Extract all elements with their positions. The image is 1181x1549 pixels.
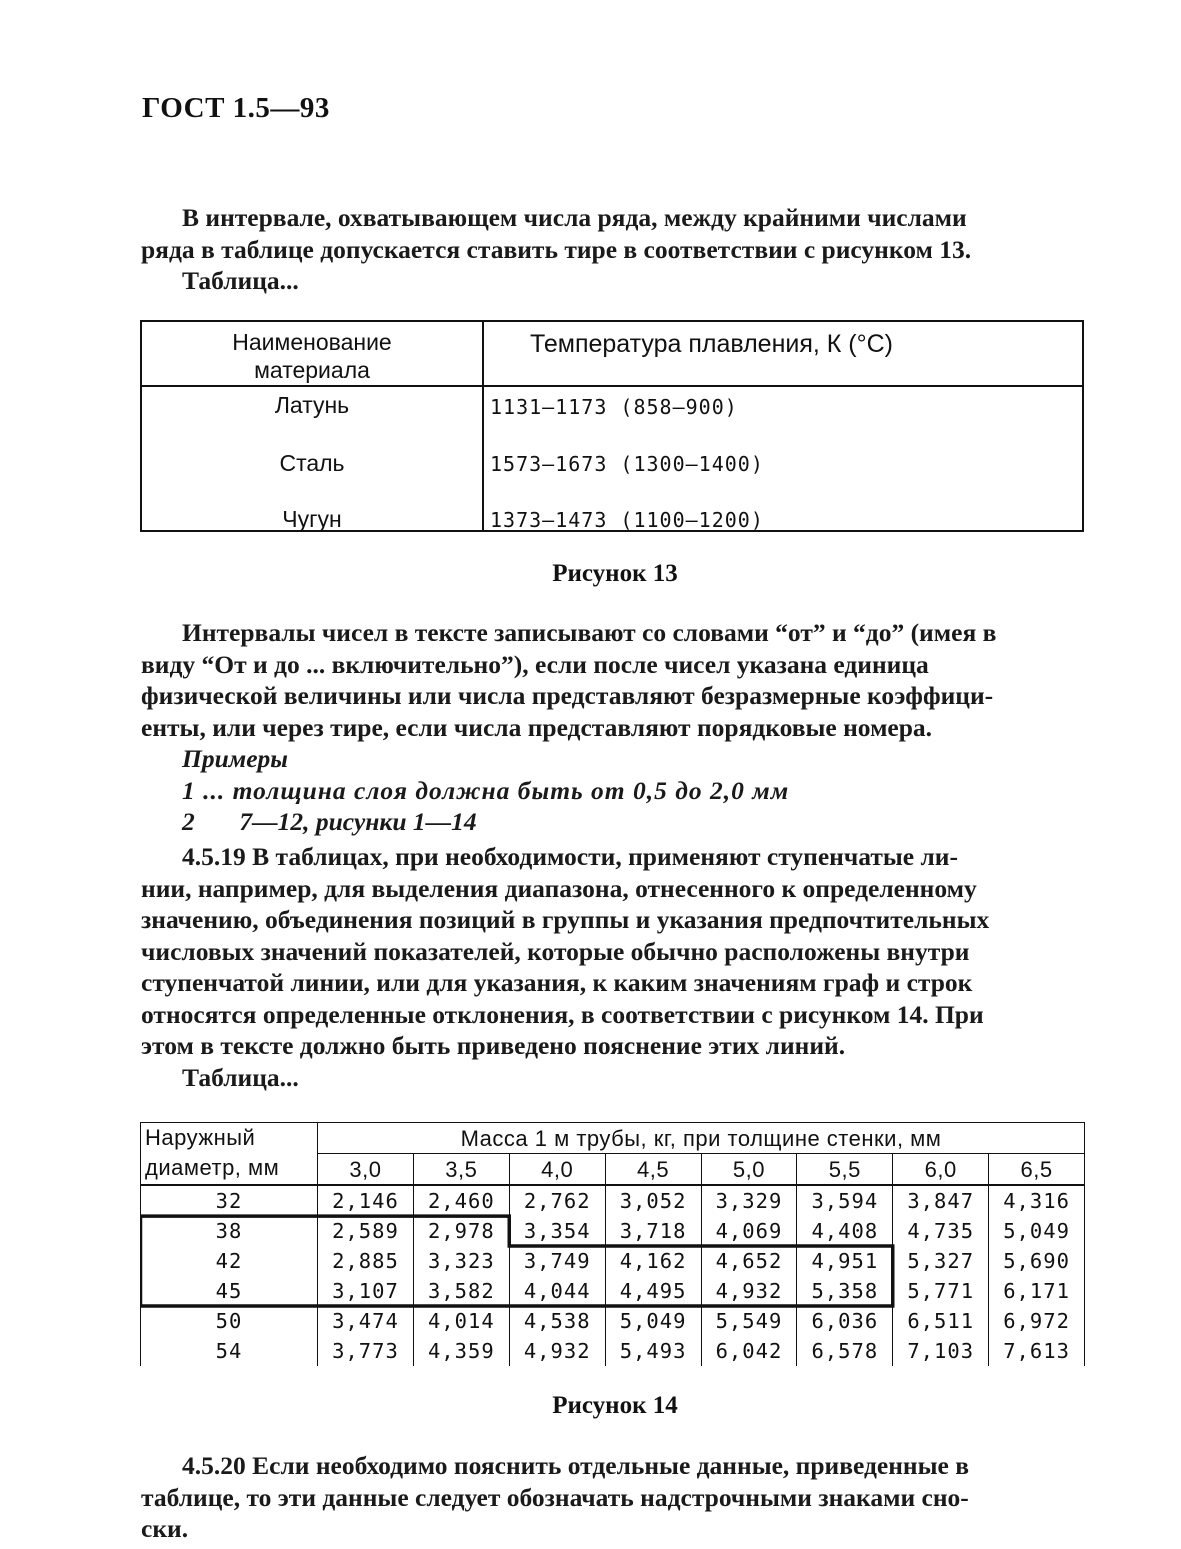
material-cell: Чугун [282,506,342,532]
mass-cell: 6,972 [989,1306,1085,1336]
table-row [141,1306,1085,1336]
column-divider [482,322,484,530]
mass-cell: 5,327 [893,1246,989,1276]
mass-cell: 4,932 [701,1276,797,1306]
mass-group-header: Масса 1 м трубы, кг, при толщине стенки, мм [318,1123,1085,1154]
mass-cell: 4,408 [797,1216,893,1246]
material-column-header: Наименование материала [232,329,392,383]
mass-cell: 5,771 [893,1276,989,1306]
mass-cell: 4,735 [893,1216,989,1246]
text-line: Интервалы чисел в тексте записывают со словами “от” и “до” (имея в [182,618,997,647]
mass-cell: 4,951 [797,1246,893,1276]
header-divider [142,385,1082,387]
document-header: ГОСТ 1.5—93 [142,92,330,124]
mass-cell: 5,358 [797,1276,893,1306]
thickness-header: 6,0 [893,1154,989,1186]
text-line: значению, объединения позиций в группы и указания предпочтительных [141,905,990,934]
table-row [141,1336,1085,1366]
example-item: 1 ... толщина слоя должна быть от 0,5 до 2,0 мм [182,775,790,805]
text-line: ступенчатой линии, или для указания, к каким значениям граф и строк [141,968,973,997]
mass-cell: 3,847 [893,1185,989,1216]
mass-cell: 2,589 [318,1216,414,1246]
mass-cell: 2,460 [413,1185,509,1216]
text-line: этом в тексте должно быть приведено пояснение этих линий. [141,1031,846,1060]
mass-cell: 4,652 [701,1246,797,1276]
mass-cell: 3,474 [318,1306,414,1336]
diameter-column-header: Наружный диаметр, мм [141,1123,318,1186]
footnotes-paragraph [141,1450,1086,1545]
mass-cell: 2,146 [318,1185,414,1216]
mass-cell: 3,749 [509,1246,605,1276]
mass-cell: 6,578 [797,1336,893,1366]
table-row [141,1246,1085,1276]
figure-caption: Рисунок 14 [552,1392,678,1419]
mass-cell: 4,044 [509,1276,605,1306]
examples-title: Примеры [182,744,288,773]
mass-cell: 4,162 [605,1246,701,1276]
mass-cell: 4,495 [605,1276,701,1306]
mass-cell: 3,354 [509,1216,605,1246]
mass-cell: 7,613 [989,1336,1085,1366]
mass-cell: 5,493 [605,1336,701,1366]
intro-paragraph [141,202,1086,297]
temperature-cell: 1573—1673 (1300—1400) [490,452,764,476]
thickness-header: 3,5 [413,1154,509,1186]
mass-cell: 4,932 [509,1336,605,1366]
intervals-paragraph [141,617,1086,838]
mass-cell: 2,885 [318,1246,414,1276]
mass-cell: 6,042 [701,1336,797,1366]
mass-cell: 6,171 [989,1276,1085,1306]
text-line: В интервале, охватывающем числа ряда, между крайними числами [182,203,967,232]
mass-cell: 5,690 [989,1246,1085,1276]
text-line: относятся определенные отклонения, в соответствии с рисунком 14. При [141,999,984,1029]
text-line: нии, например, для выделения диапазона, отнесенного к определенному [141,873,977,903]
text-line: таблице, то эти данные следует обозначать надстрочными знаками сно- [141,1482,969,1512]
figure-caption: Рисунок 13 [552,560,678,587]
material-cell: Латунь [274,392,350,418]
thickness-header: 6,5 [989,1154,1085,1186]
mass-cell: 3,773 [318,1336,414,1366]
table-row [141,1216,1085,1246]
mass-cell: 2,978 [413,1216,509,1246]
temperature-cell: 1373—1473 (1100—1200) [490,508,764,532]
mass-cell: 3,329 [701,1185,797,1216]
text-line: ски. [141,1514,189,1543]
text-line: 4.5.20 Если необходимо пояснить отдельные данные, приведенные в [182,1451,969,1480]
thickness-header: 4,5 [605,1154,701,1186]
material-cell: Сталь [279,450,345,476]
table-row [141,1185,1085,1216]
table-label: Таблица... [182,266,299,295]
diameter-cell: 54 [141,1336,318,1366]
diameter-cell: 32 [141,1185,318,1216]
diameter-cell: 50 [141,1306,318,1336]
thickness-header: 5,5 [797,1154,893,1186]
temperature-cell: 1131—1173 (858—900) [490,395,738,419]
mass-cell: 4,359 [413,1336,509,1366]
mass-cell: 3,594 [797,1185,893,1216]
pipe-mass-table [140,1122,1085,1366]
example-item: 2 7—12, рисунки 1—14 [182,807,477,836]
mass-cell: 3,052 [605,1185,701,1216]
table-row [141,1276,1085,1306]
diameter-cell: 42 [141,1246,318,1276]
mass-cell: 3,582 [413,1276,509,1306]
mass-cell: 3,323 [413,1246,509,1276]
mass-cell: 4,316 [989,1185,1085,1216]
mass-cell: 7,103 [893,1336,989,1366]
step-lines-paragraph [141,841,1086,1093]
mass-cell: 3,107 [318,1276,414,1306]
mass-cell: 4,069 [701,1216,797,1246]
mass-cell: 5,049 [989,1216,1085,1246]
text-line: физической величины или числа представляют безразмерные коэффици- [141,681,994,710]
text-line: ряда в таблице допускается ставить тире в соответствии с рисунком 13. [141,234,972,264]
mass-cell: 3,718 [605,1216,701,1246]
temperature-column-header: Температура плавления, К (°С) [530,330,894,358]
text-line: енты, или через тире, если числа представляют порядковые номера. [141,712,933,742]
text-line: 4.5.19 В таблицах, при необходимости, применяют ступенчатые ли- [182,842,958,871]
diameter-cell: 38 [141,1216,318,1246]
melting-temperature-table [140,320,1084,532]
diameter-cell: 45 [141,1276,318,1306]
text-line: виду “От и до ... включительно”), если после чисел указана единица [141,649,929,679]
mass-cell: 6,036 [797,1306,893,1336]
thickness-header: 3,0 [318,1154,414,1186]
mass-cell: 5,049 [605,1306,701,1336]
table-label: Таблица... [182,1062,299,1092]
text-line: числовых значений показателей, которые обычно расположены внутри [141,936,970,966]
mass-cell: 5,549 [701,1306,797,1336]
mass-cell: 4,538 [509,1306,605,1336]
mass-cell: 2,762 [509,1185,605,1216]
mass-cell: 6,511 [893,1306,989,1336]
thickness-header: 5,0 [701,1154,797,1186]
thickness-header: 4,0 [509,1154,605,1186]
mass-cell: 4,014 [413,1306,509,1336]
